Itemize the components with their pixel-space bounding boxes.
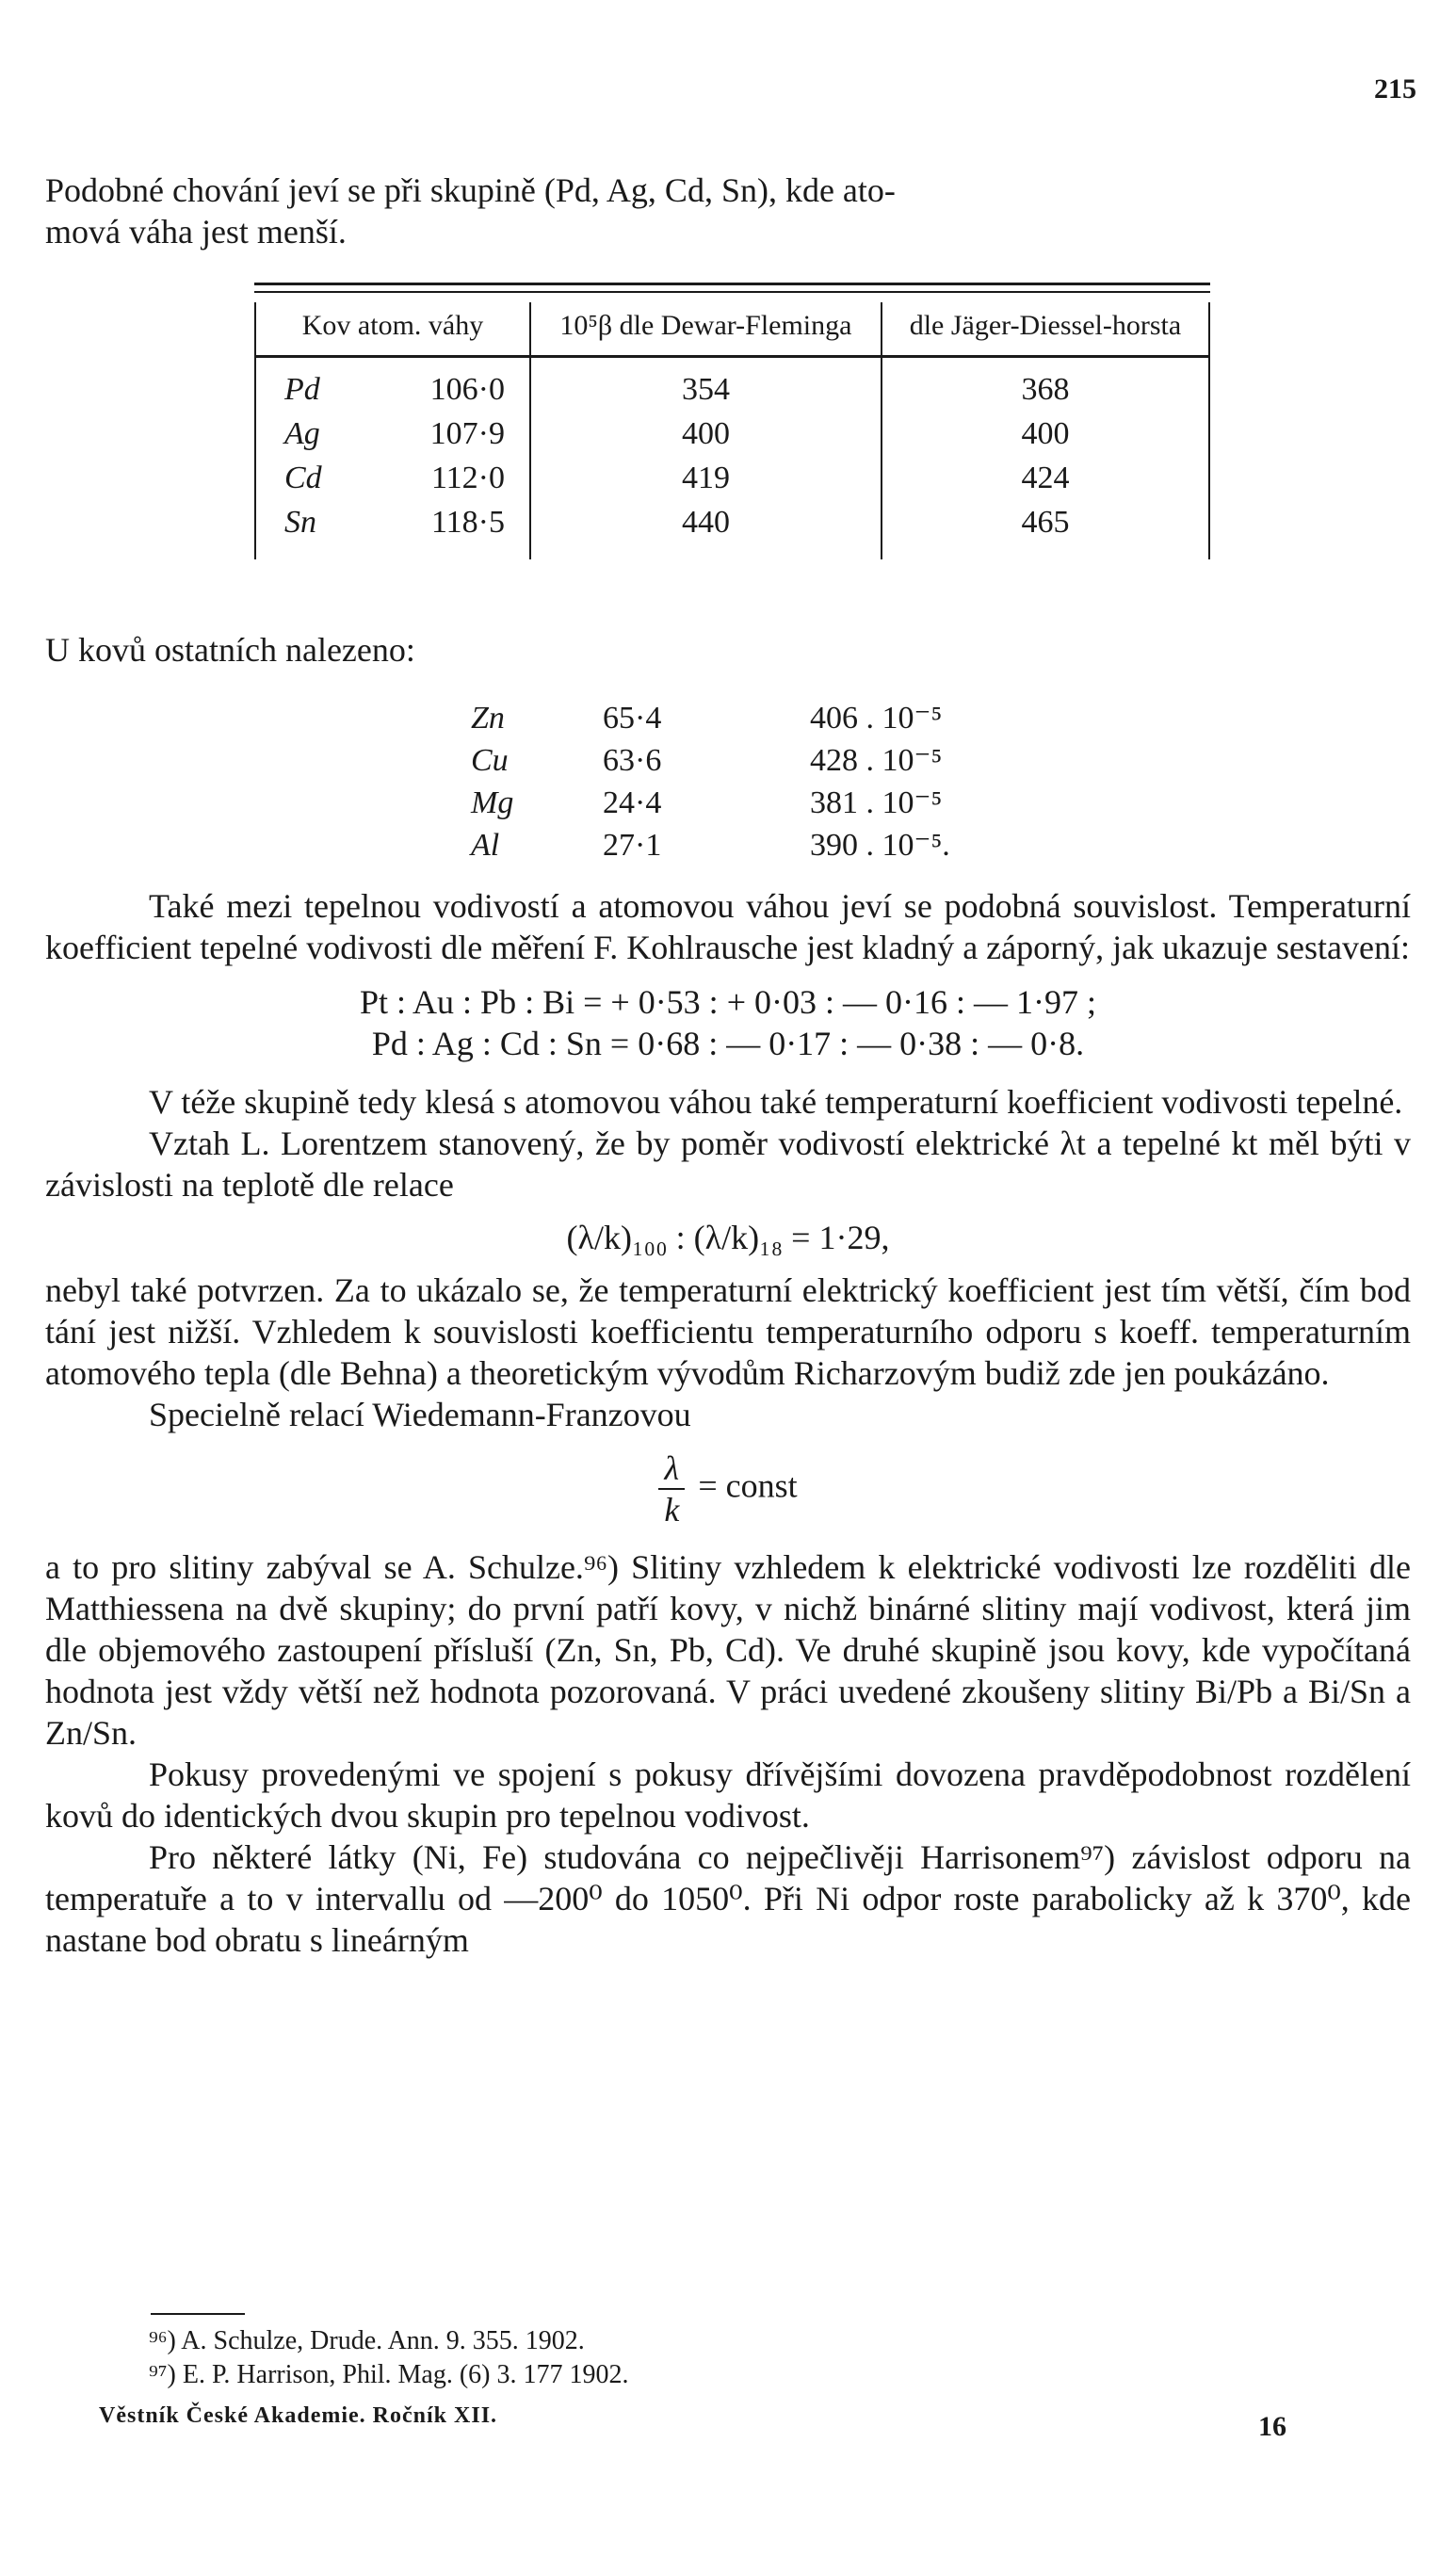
footnote-rule xyxy=(151,2313,245,2315)
formula-pd: Pd : Ag : Cd : Sn = 0·68 : — 0·17 : — 0·38 : — 0·8. xyxy=(371,1025,1085,1062)
fraction-denominator: k xyxy=(664,1491,680,1529)
fraction-equals-const: = const xyxy=(698,1466,798,1505)
header-kov: Kov atom. váhy xyxy=(255,302,530,357)
cell-symbol: Cd xyxy=(255,456,380,500)
cell-symbol: Sn xyxy=(255,500,380,559)
metal-value: 428 . 10⁻⁵ xyxy=(810,743,943,778)
list-item xyxy=(471,697,950,739)
metal-value: 381 . 10⁻⁵ xyxy=(810,785,943,820)
cell-weight: 107·9 xyxy=(380,412,530,456)
list-item xyxy=(471,739,950,782)
intro-paragraph xyxy=(45,170,1411,252)
paragraph-harrison: Pro některé látky (Ni, Fe) studována co nejpečlivěji Harrisonem⁹⁷) závislost odporu na temperatuře a to v intervallu od —200⁰ do 1050⁰. Při Ni odpor roste parabolicky až k 370⁰, kde nastane bod obratu s lineárným xyxy=(45,1838,1411,1959)
formula-ratio: (λ/k)₁₀₀ : (λ/k)₁₈ = 1·29, xyxy=(566,1219,890,1256)
cell-dewar: 419 xyxy=(530,456,882,500)
metal-symbol: Cu xyxy=(471,743,509,778)
table-top-rule xyxy=(254,283,1210,285)
metal-weight: 27·1 xyxy=(603,828,662,863)
cell-weight: 106·0 xyxy=(380,357,530,412)
footer-sheet-number: 16 xyxy=(1258,2411,1286,2442)
cell-symbol: Ag xyxy=(255,412,380,456)
atomic-weight-table xyxy=(254,283,1210,559)
cell-dewar: 440 xyxy=(530,500,882,559)
table-row xyxy=(255,500,1209,559)
paragraph-nebyl: nebyl také potvrzen. Za to ukázalo se, že temperaturní elektrický koefficient jest tím větší, čím bod tání jest nižší. Vzhledem k souvislosti koefficientu temperaturního odporu s koeff. temperaturním atomového tepla (dle Behna) a theoretickým vývodům Richarzovým budiž zde jen poukázáno. xyxy=(45,1271,1411,1392)
paragraph-vodivost: Také mezi tepelnou vodivostí a atomovou váhou jeví se podobná souvislost. Temperaturní koefficient tepelné vodivosti dle měření F. Kohlrausche jest kladný a záporný, jak ukazuje sestavení: xyxy=(45,887,1411,966)
paragraph-slitiny: a to pro slitiny zabýval se A. Schulze.⁹⁶) Slitiny vzhledem k elektrické vodivosti lze rozděliti dle Matthiessena na dvě skupiny; do první patří kovy, v nichž binárné slitiny mají vodivost, která jim dle objemového zastoupení přísluší (Zn, Sn, Pb, Cd). Ve druhé skupině jsou kovy, kde vypočítaná hodnota jest vždy větší než hodnota pozorovaná. V práci uvedené zkoušeny slitiny Bi/Pb a Bi/Sn a Zn/Sn. xyxy=(45,1548,1411,1752)
footnote-97: ⁹⁷) E. P. Harrison, Phil. Mag. (6) 3. 177 1902. xyxy=(149,2360,629,2389)
cell-dewar: 354 xyxy=(530,357,882,412)
page-number: 215 xyxy=(1374,73,1416,105)
fraction xyxy=(658,1448,685,1529)
metal-symbol: Zn xyxy=(471,701,505,736)
other-metals-table xyxy=(471,697,950,866)
list-item xyxy=(471,782,950,824)
footer-journal: Věstník České Akademie. Ročník XII. xyxy=(99,2403,498,2428)
cell-weight: 112·0 xyxy=(380,456,530,500)
formula-pt: Pt : Au : Pb : Bi = + 0·53 : + 0·03 : — 0·16 : — 1·97 ; xyxy=(360,983,1096,1021)
cell-symbol: Pd xyxy=(255,357,380,412)
cell-jager: 400 xyxy=(882,412,1209,456)
table-row xyxy=(255,412,1209,456)
paragraph-pokusy: Pokusy provedenými ve spojení s pokusy dřívějšími dovozena pravděpodobnost rozdělení kovů do identických dvou skupin pro tepelnou vodivost. xyxy=(45,1755,1411,1835)
table-row xyxy=(255,357,1209,412)
metal-value: 390 . 10⁻⁵. xyxy=(810,828,950,863)
header-dewar: 10⁵β dle Dewar-Fleminga xyxy=(530,302,882,357)
intro-line-2: mová váha jest menší. xyxy=(45,213,347,251)
metal-symbol: Al xyxy=(471,828,500,863)
metal-value: 406 . 10⁻⁵ xyxy=(810,701,943,736)
footnote-96: ⁹⁶) A. Schulze, Drude. Ann. 9. 355. 1902. xyxy=(149,2326,585,2355)
paragraph-vztah: Vztah L. Lorentzem stanovený, že by poměr vodivostí elektrické λt a tepelné kt měl býti v závislosti na teplotě dle relace xyxy=(45,1124,1411,1204)
table-second-rule xyxy=(254,291,1210,293)
metal-weight: 63·6 xyxy=(603,743,662,778)
cell-jager: 368 xyxy=(882,357,1209,412)
paragraph-specielne: Specielně relací Wiedemann-Franzovou xyxy=(149,1396,691,1433)
body-text xyxy=(45,885,1411,1961)
cell-weight: 118·5 xyxy=(380,500,530,559)
metal-weight: 24·4 xyxy=(603,785,662,820)
other-metals-label: U kovů ostatních nalezeno: xyxy=(45,631,415,669)
fraction-numerator: λ xyxy=(658,1448,685,1490)
cell-dewar: 400 xyxy=(530,412,882,456)
metal-symbol: Mg xyxy=(471,785,514,820)
formula-wiedemann xyxy=(45,1448,1411,1529)
table-row xyxy=(255,456,1209,500)
cell-jager: 424 xyxy=(882,456,1209,500)
paragraph-skupine: V téže skupině tedy klesá s atomovou váhou také temperaturní koefficient vodivosti tepelné. xyxy=(149,1083,1403,1121)
metal-weight: 65·4 xyxy=(603,701,662,736)
header-jager: dle Jäger-Diessel-horsta xyxy=(882,302,1209,357)
intro-line-1: Podobné chování jeví se při skupině (Pd, Ag, Cd, Sn), kde ato- xyxy=(45,171,896,209)
cell-jager: 465 xyxy=(882,500,1209,559)
list-item xyxy=(471,824,950,866)
